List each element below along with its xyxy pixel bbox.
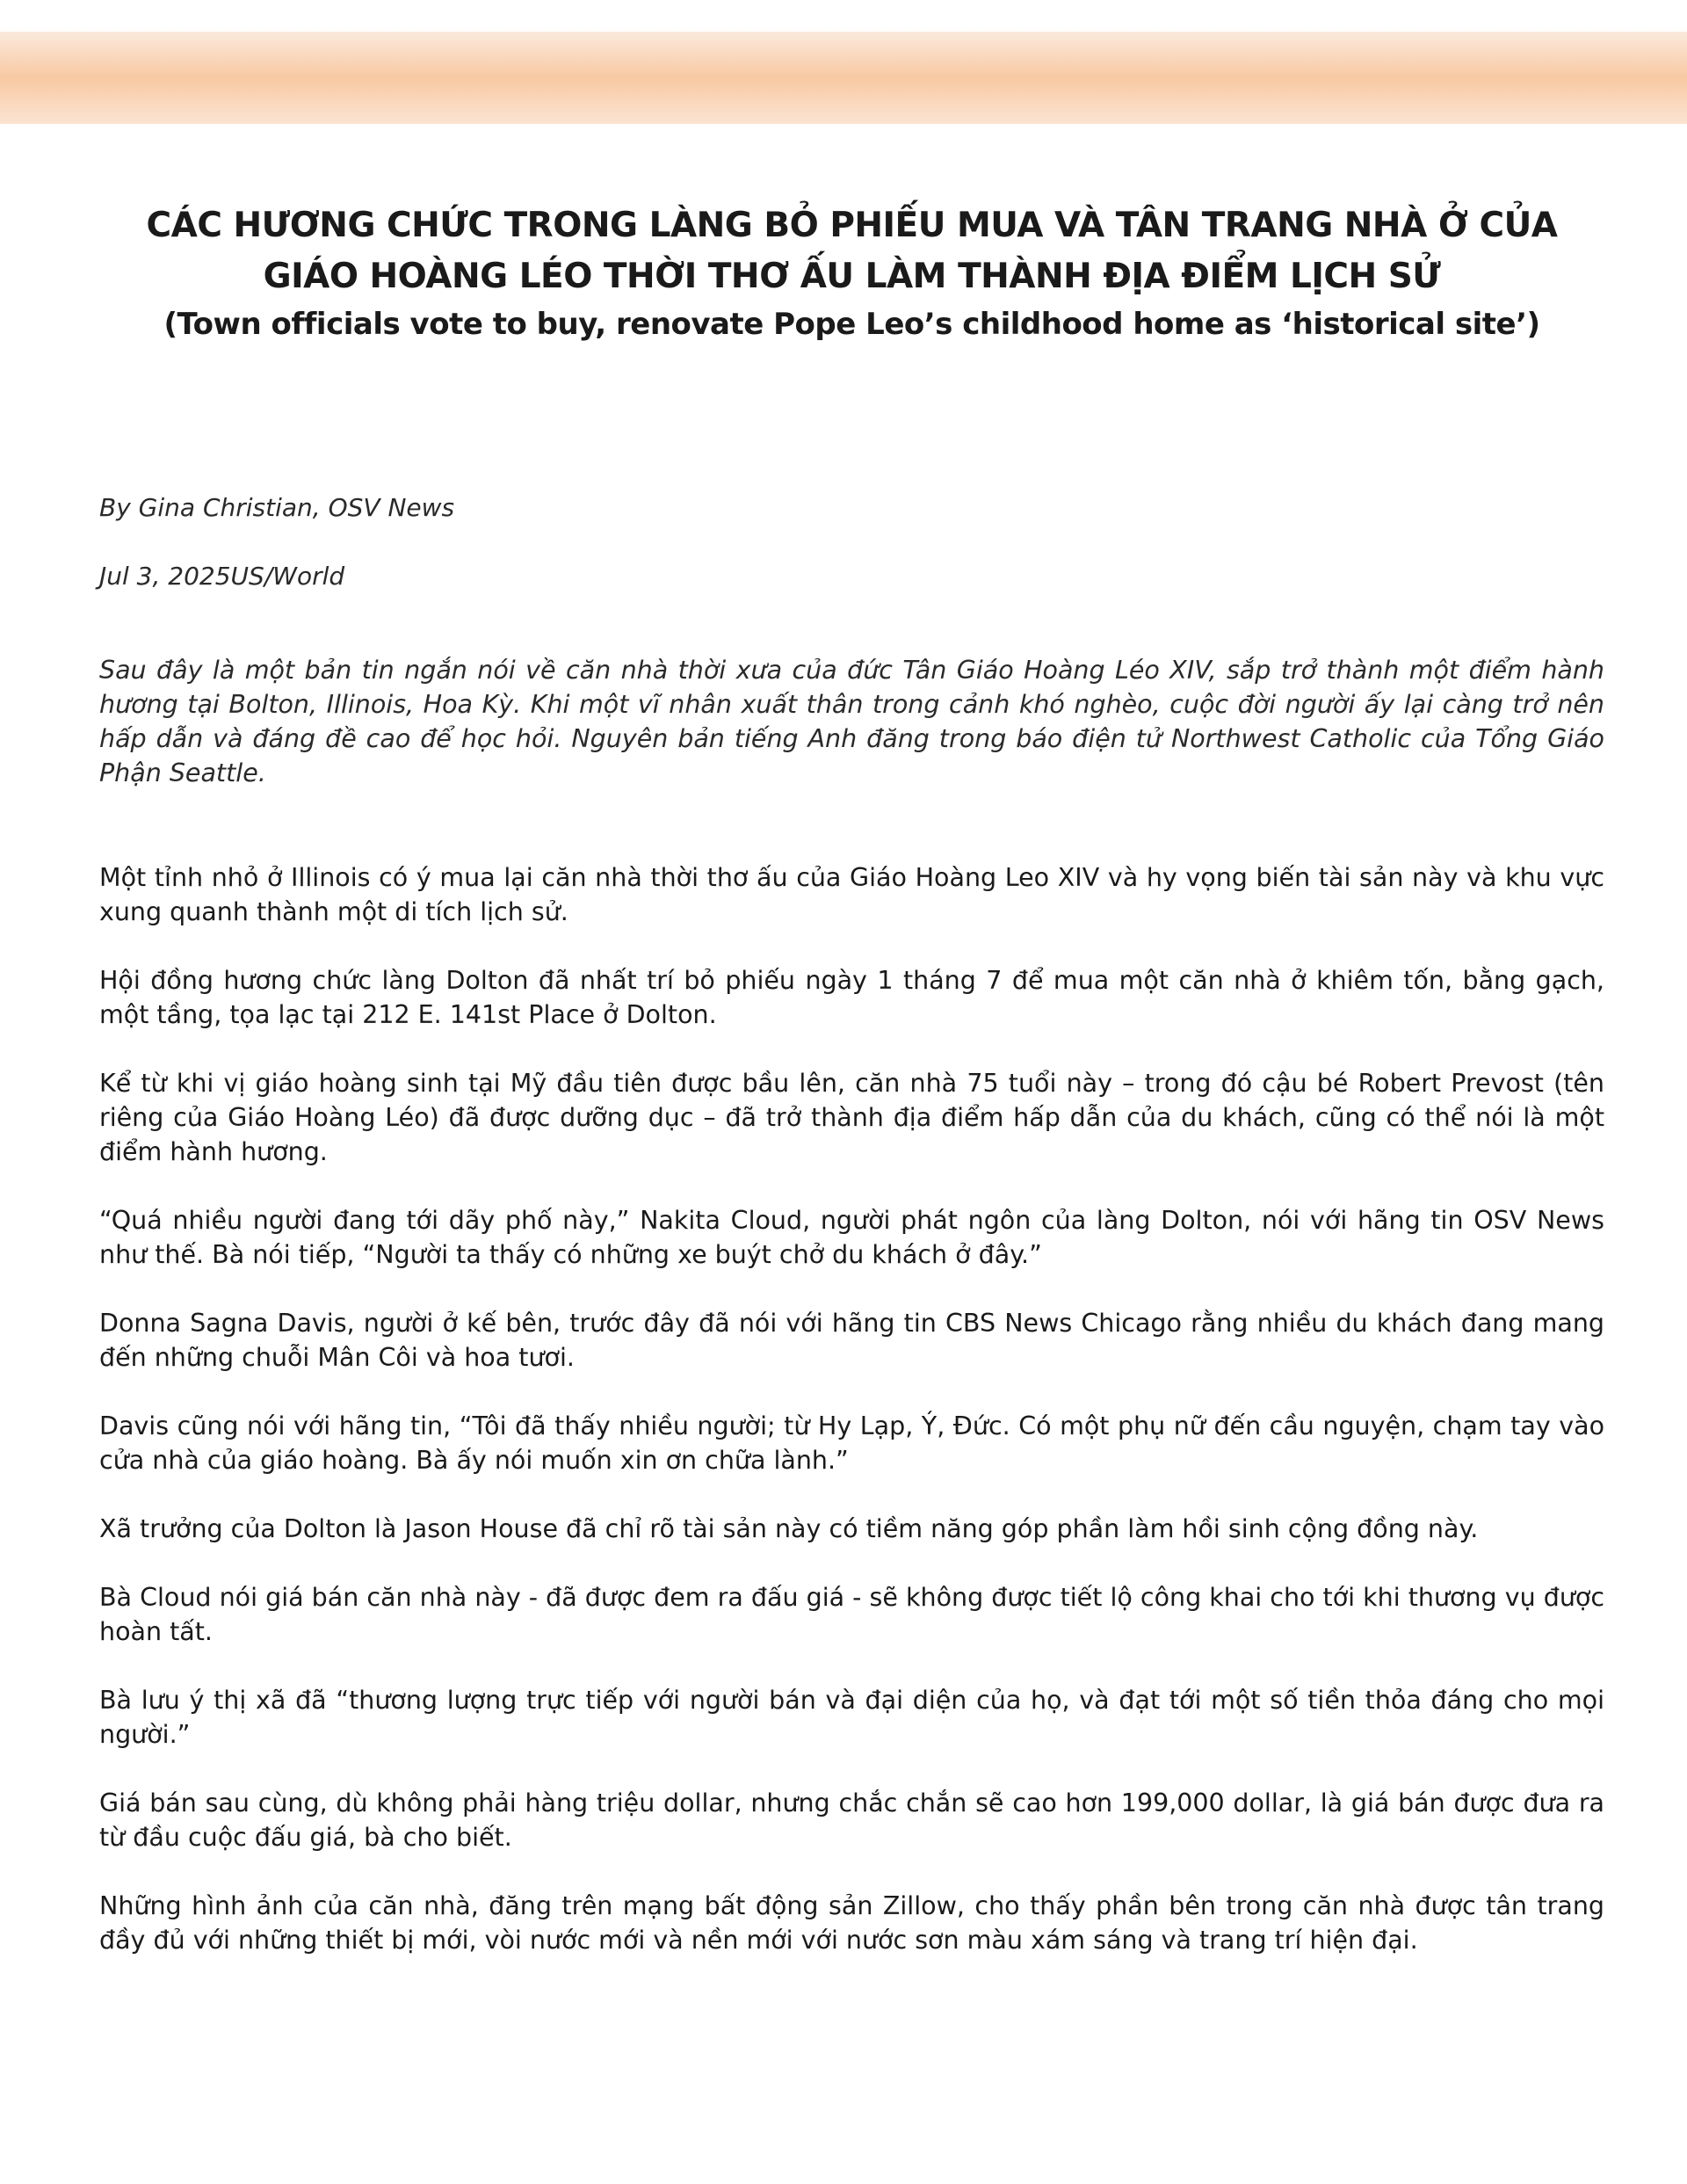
intro-paragraph: Sau đây là một bản tin ngắn nói về căn nhà thời xưa của đức Tân Giáo Hoàng Léo XIV, sắp trở thành một điểm hành hương tại Bolton, Illinois, Hoa Kỳ. Khi một vĩ nhân xuất thân trong cảnh khó nghèo, cuộc đời người ấy lại càng trở nên hấp dẫn và đáng đề cao để học hỏi. Nguyên bản tiếng Anh đăng trong báo điện tử Northwest Catholic của Tổng Giáo Phận Seattle. — [99, 656, 1604, 787]
body-paragraph: Xã trưởng của Dolton là Jason House đã chỉ rõ tài sản này có tiềm năng góp phần làm hồi sinh cộng đồng này. — [99, 1514, 1479, 1543]
article-body — [99, 860, 1604, 1957]
title-line-2: GIÁO HOÀNG LÉO THỜI THƠ ẤU LÀM THÀNH ĐỊA ĐIỂM LỊCH SỬ — [263, 257, 1441, 296]
article-subtitle: (Town officials vote to buy, renovate Pope Leo’s childhood home as ‘historical site’) — [163, 307, 1540, 342]
body-paragraph: Những hình ảnh của căn nhà, đăng trên mạng bất động sản Zillow, cho thấy phần bên trong căn nhà được tân trang đầy đủ với những thiết bị mới, vòi nước mới và nền mới với nước sơn màu xám sáng và trang trí hiện đại. — [99, 1891, 1604, 1955]
article — [99, 200, 1604, 1992]
body-paragraph: Kể từ khi vị giáo hoàng sinh tại Mỹ đầu tiên được bầu lên, căn nhà 75 tuổi này – trong đó cậu bé Robert Prevost (tên riêng của Giáo Hoàng Léo) đã được dưỡng dục – đã trở thành địa điểm hấp dẫn của du khách, cũng có thể nói là một điểm hành hương. — [99, 1069, 1604, 1166]
body-paragraph: Donna Sagna Davis, người ở kế bên, trước đây đã nói với hãng tin CBS News Chicago rằng nhiều du khách đang mang đến những chuỗi Mân Côi và hoa tươi. — [99, 1309, 1604, 1372]
header-band — [0, 32, 1687, 124]
title-line-1: CÁC HƯƠNG CHỨC TRONG LÀNG BỎ PHIẾU MUA VÀ TÂN TRANG NHÀ Ở CỦA — [146, 206, 1558, 245]
body-paragraph: Bà lưu ý thị xã đã “thương lượng trực tiếp với người bán và đại diện của họ, và đạt tới một số tiền thỏa đáng cho mọi người.” — [99, 1686, 1604, 1749]
body-paragraph: Davis cũng nói với hãng tin, “Tôi đã thấy nhiều người; từ Hy Lạp, Ý, Đức. Có một phụ nữ đến cầu nguyện, chạm tay vào cửa nhà của giáo hoàng. Bà ấy nói muốn xin ơn chữa lành.” — [99, 1411, 1604, 1475]
publish-date: Jul 3, 2025US/World — [99, 562, 345, 591]
body-paragraph: Giá bán sau cùng, dù không phải hàng triệu dollar, nhưng chắc chắn sẽ cao hơn 199,000 dollar, là giá bán được đưa ra từ đầu cuộc đấu giá, bà cho biết. — [99, 1789, 1604, 1852]
body-paragraph: Bà Cloud nói giá bán căn nhà này - đã được đem ra đấu giá - sẽ không được tiết lộ công khai cho tới khi thương vụ được hoàn tất. — [99, 1583, 1604, 1646]
body-paragraph: Một tỉnh nhỏ ở Illinois có ý mua lại căn nhà thời thơ ấu của Giáo Hoàng Leo XIV và hy vọng biến tài sản này và khu vực xung quanh thành một di tích lịch sử. — [99, 863, 1604, 926]
author-byline: By Gina Christian, OSV News — [99, 493, 455, 522]
body-paragraph: Hội đồng hương chức làng Dolton đã nhất trí bỏ phiếu ngày 1 tháng 7 để mua một căn nhà ở khiêm tốn, bằng gạch, một tầng, tọa lạc tại 212 E. 141st Place ở Dolton. — [99, 966, 1604, 1029]
body-paragraph: “Quá nhiều người đang tới dãy phố này,” Nakita Cloud, người phát ngôn của làng Dolton, nói với hãng tin OSV News như thế. Bà nói tiếp, “Người ta thấy có những xe buýt chở du khách ở đây.” — [99, 1206, 1604, 1269]
article-title — [99, 200, 1604, 302]
